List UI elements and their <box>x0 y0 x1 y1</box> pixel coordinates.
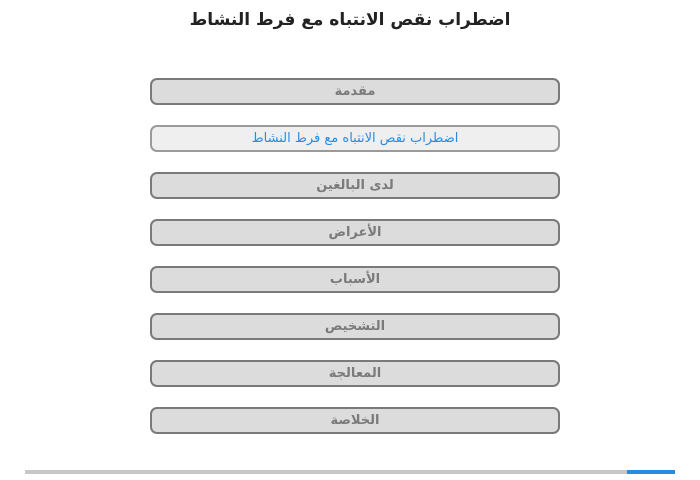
menu-item-summary[interactable]: الخلاصة <box>150 407 560 434</box>
page-title: اضطراب نقص الانتباه مع فرط النشاط <box>189 10 511 30</box>
menu-item-diagnosis[interactable]: التشخيص <box>150 313 560 340</box>
menu-item-treatment[interactable]: المعالجة <box>150 360 560 387</box>
progress-fill <box>627 470 675 474</box>
chapter-menu <box>150 78 560 454</box>
menu-item-introduction[interactable]: مقدمة <box>150 78 560 105</box>
menu-item-adhd[interactable]: اضطراب نقص الانتباه مع فرط النشاط <box>150 125 560 152</box>
menu-item-causes[interactable]: الأسباب <box>150 266 560 293</box>
menu-item-adults[interactable]: لدى البالغين <box>150 172 560 199</box>
menu-item-symptoms[interactable]: الأعراض <box>150 219 560 246</box>
progress-bar <box>25 470 675 474</box>
